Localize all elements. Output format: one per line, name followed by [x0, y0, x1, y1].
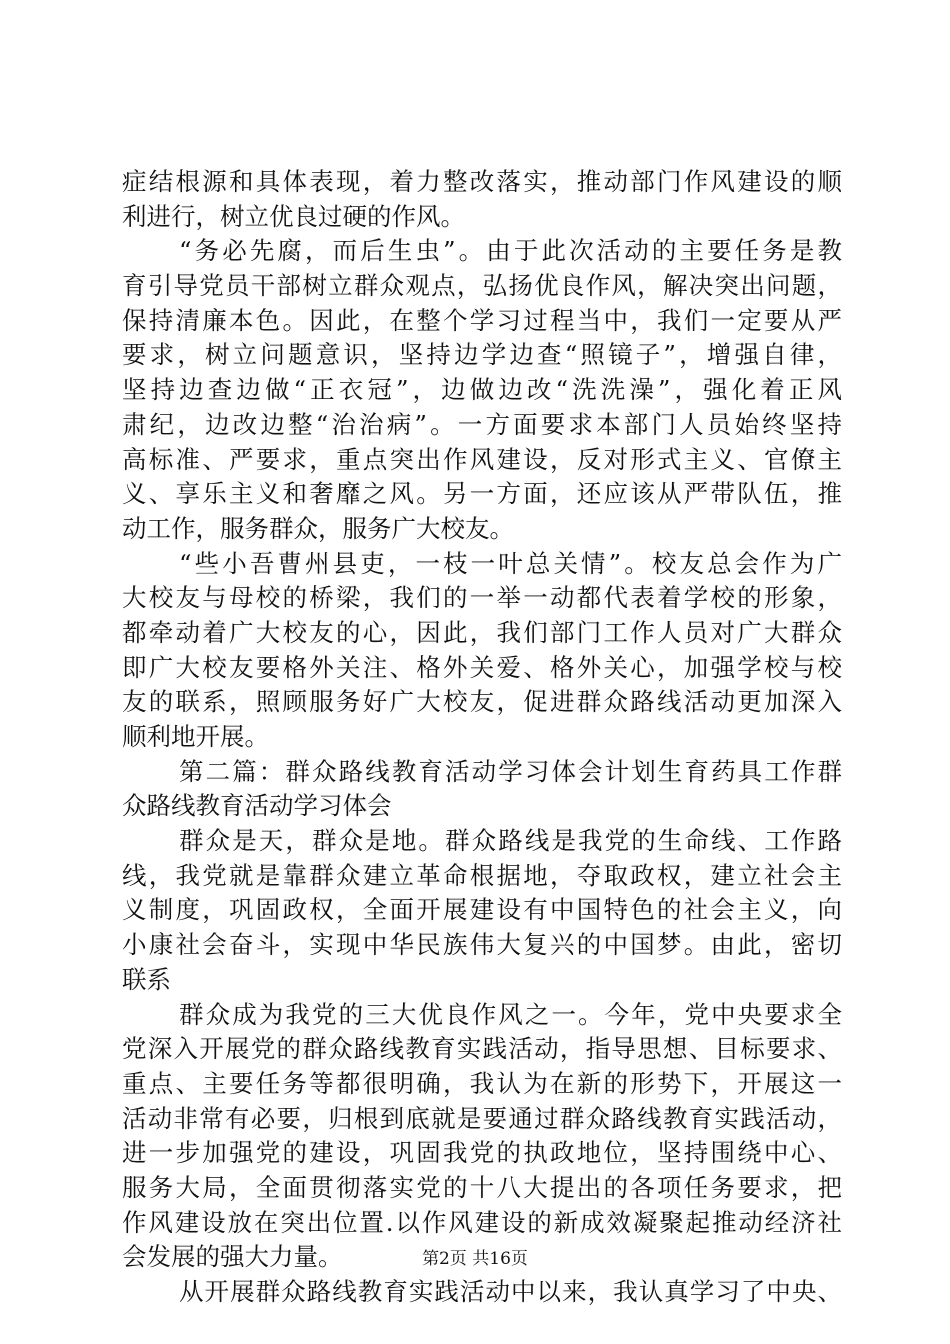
text-line: 群众成为我党的三大优良作风之一。今年，党中央要求全	[179, 999, 842, 1029]
text-line: 第二篇：群众路线教育活动学习体会计划生育药具工作群	[179, 756, 842, 786]
text-line: 党深入开展党的群众路线教育实践活动，指导思想、目标要求、	[122, 1034, 842, 1064]
text-line: 众路线教育活动学习体会	[122, 791, 392, 821]
text-line: 大校友与母校的桥梁，我们的一举一动都代表着学校的形象，	[122, 583, 842, 613]
document-body	[122, 165, 842, 1310]
text-line: 义制度，巩固政权，全面开展建设有中国特色的社会主义，向	[122, 895, 842, 925]
text-line: 肃纪，边改边整“治治病”。一方面要求本部门人员始终坚持	[122, 409, 842, 439]
text-line: 高标准、严要求，重点突出作风建设，反对形式主义、官僚主	[122, 444, 842, 474]
text-line: 要求，树立问题意识，坚持边学边查“照镜子”，增强自律，	[122, 340, 842, 370]
text-line: 重点、主要任务等都很明确，我认为在新的形势下，开展这一	[122, 1068, 842, 1098]
text-line: 即广大校友要格外关注、格外关爱、格外关心，加强学校与校	[122, 652, 842, 682]
text-line: “务必先腐，而后生虫”。由于此次活动的主要任务是教	[179, 236, 842, 266]
text-line: 动工作，服务群众，服务广大校友。	[122, 513, 514, 543]
text-line: 症结根源和具体表现，着力整改落实，推动部门作风建设的顺	[122, 167, 842, 196]
text-line: 都牵动着广大校友的心，因此，我们部门工作人员对广大群众	[122, 617, 842, 647]
text-line: 群众是天，群众是地。群众路线是我党的生命线、工作路	[179, 826, 842, 856]
text-line: 利进行，树立优良过硬的作风。	[122, 201, 465, 231]
text-line: 活动非常有必要，归根到底就是要通过群众路线教育实践活动，	[122, 1103, 842, 1133]
text-line: 从开展群众路线教育实践活动中以来，我认真学习了中央、	[179, 1277, 842, 1306]
text-line: 友的联系，照顾服务好广大校友，促进群众路线活动更加深入	[122, 687, 842, 717]
text-line: 进一步加强党的建设，巩固我党的执政地位，坚持围绕中心、	[122, 1138, 842, 1168]
text-line: 育引导党员干部树立群众观点，弘扬优良作风，解决突出问题，	[122, 271, 842, 301]
text-line: 会发展的强大力量。	[122, 1242, 343, 1272]
text-line: 保持清廉本色。因此，在整个学习过程当中，我们一定要从严	[122, 305, 842, 335]
text-line: “些小吾曹州县吏，一枝一叶总关情”。校友总会作为广	[179, 548, 842, 578]
text-line: 联系	[122, 964, 171, 994]
text-line: 顺利地开展。	[122, 722, 269, 751]
text-line: 小康社会奋斗，实现中华民族伟大复兴的中国梦。由此，密切	[122, 930, 842, 960]
text-line: 线，我党就是靠群众建立革命根据地，夺取政权，建立社会主	[122, 860, 842, 890]
text-line: 服务大局，全面贯彻落实党的十八大提出的各项任务要求，把	[122, 1172, 842, 1202]
text-line: 义、享乐主义和奢靡之风。另一方面，还应该从严带队伍，推	[122, 479, 842, 509]
page-footer: 第2页 共16页	[422, 1249, 528, 1269]
text-line: 坚持边查边做“正衣冠”，边做边改“洗洗澡”，强化着正风	[122, 375, 842, 405]
text-line: 作风建设放在突出位置.以作风建设的新成效凝聚起推动经济社	[122, 1207, 842, 1237]
